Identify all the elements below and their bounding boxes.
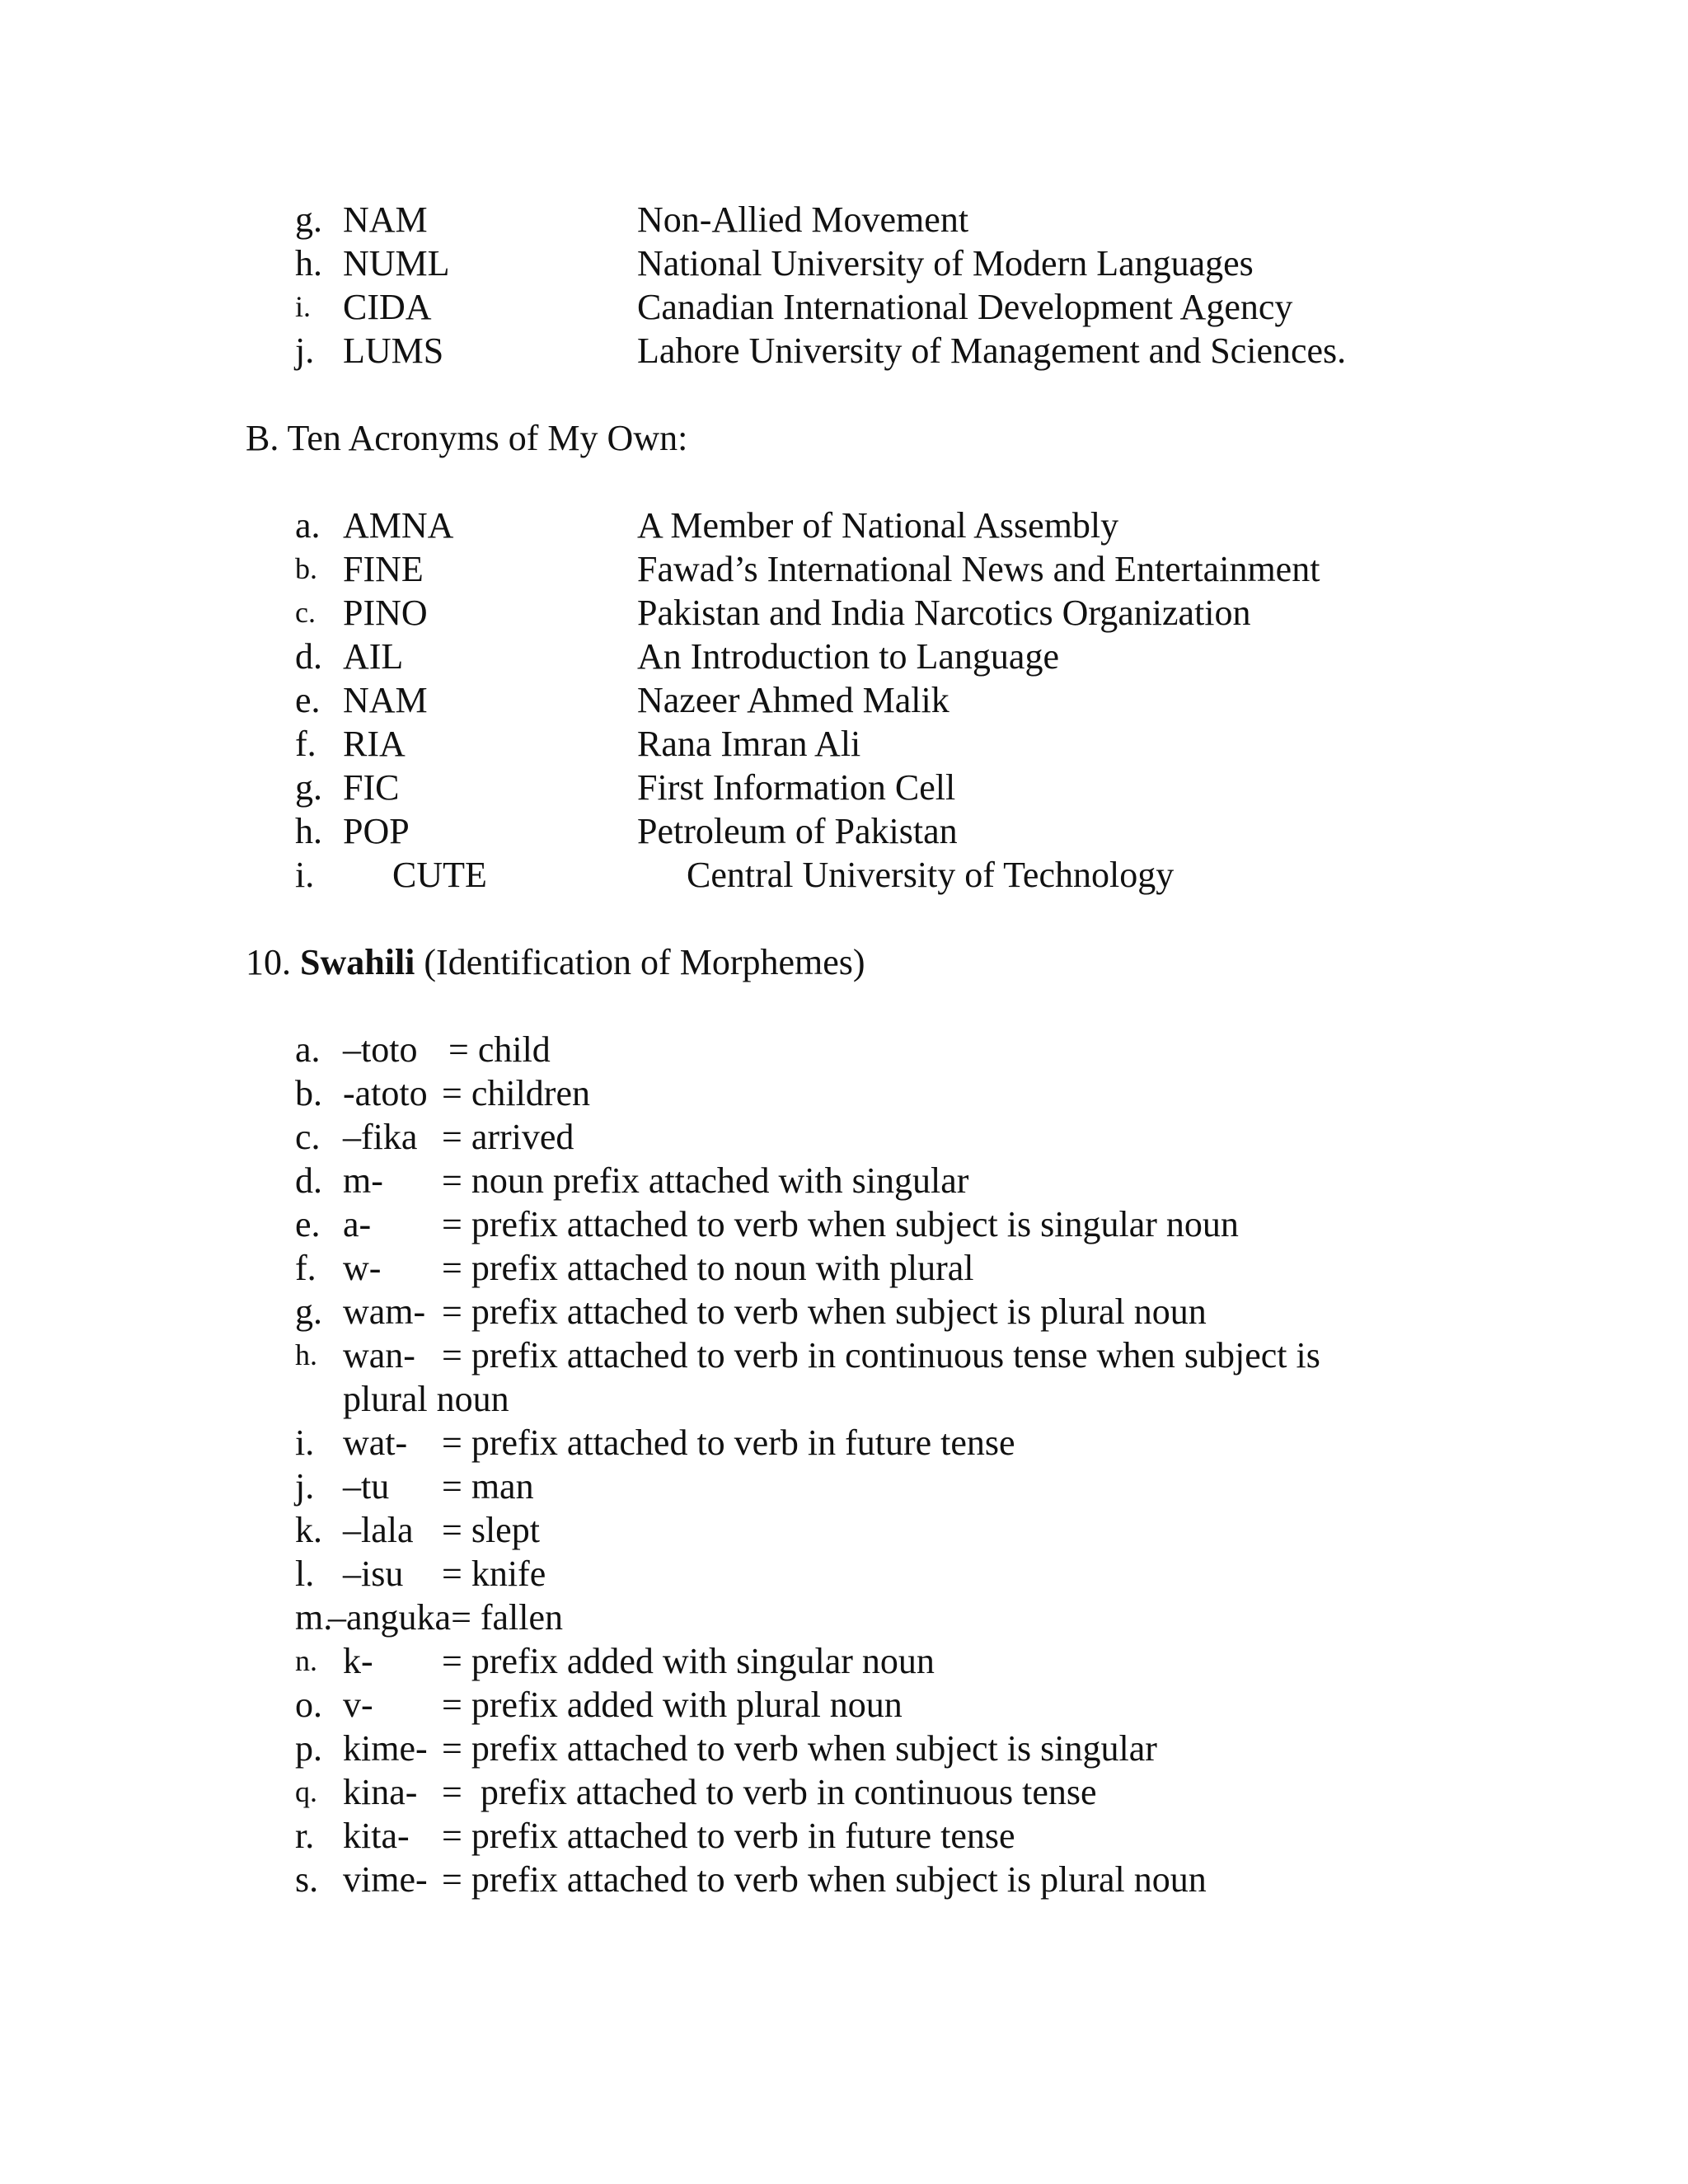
list-marker: n. — [295, 1644, 317, 1677]
list-marker: j. — [295, 1466, 315, 1507]
morpheme-gloss: = child — [448, 1029, 551, 1070]
morpheme: –tu — [343, 1466, 390, 1507]
acronym: AMNA — [343, 505, 454, 546]
morpheme-gloss: = prefix attached to verb when subject is plural noun — [442, 1291, 1207, 1332]
morpheme: a- — [343, 1204, 372, 1244]
section-title: Swahili — [300, 942, 415, 982]
morpheme: wan- — [343, 1335, 415, 1376]
morpheme: k- — [343, 1641, 373, 1681]
morpheme: m- — [343, 1160, 383, 1201]
list-marker: r. — [295, 1816, 315, 1856]
morpheme: wat- — [343, 1422, 408, 1463]
morpheme: vime- — [343, 1859, 428, 1900]
list-marker: b. — [295, 552, 317, 585]
morpheme: kita- — [343, 1816, 410, 1856]
acronym-definition: An Introduction to Language — [637, 636, 1059, 677]
morpheme: –isu — [343, 1554, 404, 1594]
list-marker: i. — [295, 855, 315, 895]
morpheme: kina- — [343, 1772, 418, 1812]
list-marker: e. — [295, 680, 321, 720]
acronym-definition: Petroleum of Pakistan — [637, 811, 958, 851]
acronym: FIC — [343, 767, 400, 808]
list-marker: d. — [295, 1160, 322, 1201]
list-marker: m. — [295, 1597, 333, 1638]
morpheme: –toto — [343, 1029, 418, 1070]
list-marker: d. — [295, 636, 322, 677]
morpheme: wam- — [343, 1291, 426, 1332]
list-marker: f. — [295, 724, 316, 764]
list-marker: a. — [295, 1029, 321, 1070]
list-marker: h. — [295, 1338, 317, 1371]
list-marker: g. — [295, 767, 322, 808]
acronym: NUML — [343, 243, 450, 284]
acronym-definition: First Information Cell — [637, 767, 956, 808]
morpheme-gloss-continuation: plural noun — [343, 1379, 509, 1419]
morpheme-gloss: = noun prefix attached with singular — [442, 1160, 969, 1201]
acronym: CIDA — [343, 287, 432, 327]
acronym-definition: Non-Allied Movement — [637, 199, 969, 240]
acronym: AIL — [343, 636, 404, 677]
list-marker: c. — [295, 596, 316, 629]
acronym: CUTE — [392, 855, 487, 895]
list-marker: p. — [295, 1728, 322, 1769]
section-heading — [246, 940, 865, 984]
list-marker: e. — [295, 1204, 321, 1244]
list-marker: j. — [295, 330, 315, 371]
morpheme-gloss: = prefix attached to verb in continuous tense when subject is — [442, 1335, 1320, 1376]
acronym-definition: Central University of Technology — [687, 855, 1175, 895]
acronym-definition: Canadian International Development Agency — [637, 287, 1293, 327]
list-marker: g. — [295, 199, 322, 240]
acronym: RIA — [343, 724, 406, 764]
acronym-definition: Pakistan and India Narcotics Organization — [637, 593, 1251, 633]
morpheme: –lala — [343, 1510, 414, 1550]
morpheme-gloss: = prefix added with singular noun — [442, 1641, 935, 1681]
morpheme-gloss: = prefix attached to verb in future tense — [442, 1422, 1015, 1463]
acronym: NAM — [343, 680, 428, 720]
acronym-definition: Rana Imran Ali — [637, 724, 861, 764]
acronym: NAM — [343, 199, 428, 240]
morpheme-gloss: = prefix attached to verb when subject is singular noun — [442, 1204, 1239, 1244]
morpheme-gloss: = prefix attached to verb in continuous tense — [442, 1772, 1097, 1812]
acronym-definition: Nazeer Ahmed Malik — [637, 680, 950, 720]
acronym-definition: Fawad’s International News and Entertainment — [637, 549, 1320, 589]
list-marker: g. — [295, 1291, 322, 1332]
morpheme-gloss: = prefix attached to verb in future tense — [442, 1816, 1015, 1856]
morpheme-gloss: = prefix attached to verb when subject is plural noun — [442, 1859, 1207, 1900]
morpheme-gloss: = children — [442, 1073, 590, 1113]
list-marker: k. — [295, 1510, 322, 1550]
section-number: 10. — [246, 942, 291, 982]
morpheme-gloss: = man — [442, 1466, 534, 1507]
list-marker: a. — [295, 505, 321, 546]
list-marker: h. — [295, 243, 322, 284]
acronym: LUMS — [343, 330, 444, 371]
acronym: FINE — [343, 549, 424, 589]
acronym: PINO — [343, 593, 428, 633]
morpheme-gloss: = prefix attached to noun with plural — [442, 1248, 974, 1288]
list-marker: c. — [295, 1117, 321, 1157]
morpheme-gloss: = knife — [442, 1554, 546, 1594]
list-marker: i. — [295, 1422, 315, 1463]
morpheme: –fika — [343, 1117, 418, 1157]
morpheme: –anguka — [328, 1597, 452, 1638]
morpheme-gloss: = fallen — [451, 1597, 564, 1638]
section-subtitle: (Identification of Morphemes) — [424, 942, 865, 982]
morpheme-gloss: = arrived — [442, 1117, 574, 1157]
list-marker: f. — [295, 1248, 316, 1288]
acronym-definition: Lahore University of Management and Sciences. — [637, 330, 1347, 371]
morpheme-gloss: = slept — [442, 1510, 540, 1550]
morpheme-gloss: = prefix attached to verb when subject is singular — [442, 1728, 1157, 1769]
list-marker: h. — [295, 811, 322, 851]
morpheme: -atoto — [343, 1073, 428, 1113]
list-marker: b. — [295, 1073, 322, 1113]
list-marker: s. — [295, 1859, 319, 1900]
morpheme-with-gloss — [328, 1596, 563, 1639]
morpheme-gloss: = prefix added with plural noun — [442, 1685, 903, 1725]
section-heading: B. Ten Acronyms of My Own: — [246, 418, 688, 458]
list-marker: i. — [295, 290, 312, 323]
acronym-definition: National University of Modern Languages — [637, 243, 1254, 284]
morpheme: w- — [343, 1248, 382, 1288]
acronym: POP — [343, 811, 410, 851]
acronym-definition: A Member of National Assembly — [637, 505, 1119, 546]
morpheme: v- — [343, 1685, 373, 1725]
list-marker: q. — [295, 1775, 317, 1808]
morpheme: kime- — [343, 1728, 428, 1769]
list-marker: l. — [295, 1554, 315, 1594]
list-marker: o. — [295, 1685, 322, 1725]
